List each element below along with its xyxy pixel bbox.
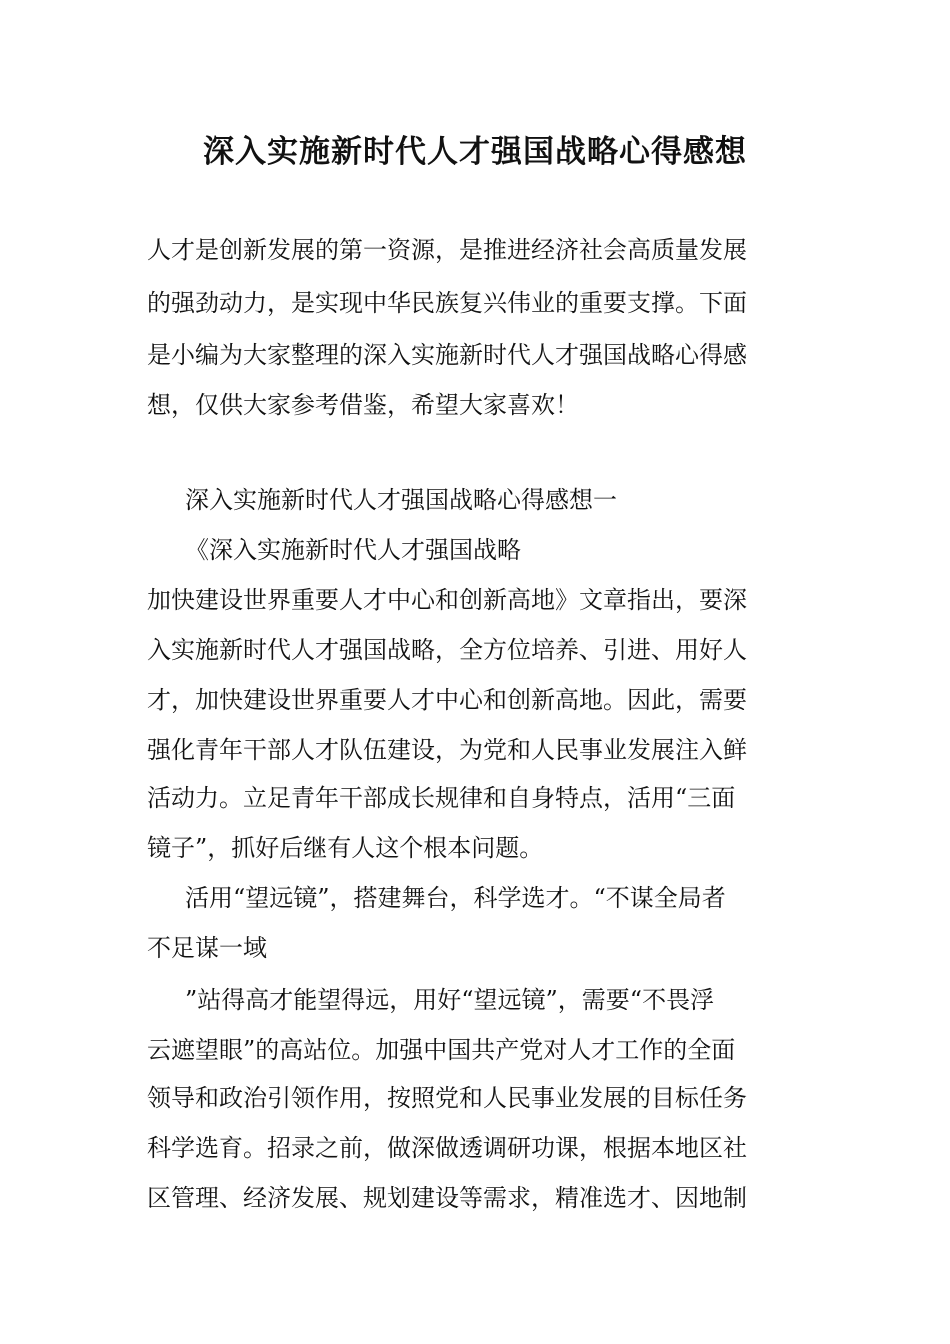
paragraph-line: 不足谋一域: [147, 934, 267, 962]
paragraph-line: 云遮望眼”的高站位。加强中国共产党对人才工作的全面: [147, 1036, 736, 1064]
paragraph-line: 加快建设世界重要人才中心和创新高地》文章指出，要深: [147, 586, 747, 614]
paragraph-line: 活动力。立足青年干部成长规律和自身特点，活用“三面: [147, 784, 736, 812]
paragraph-line: 《深入实施新时代人才强国战略: [185, 536, 521, 564]
paragraph-line: 镜子”，抓好后继有人这个根本问题。: [147, 834, 544, 862]
section-heading: 深入实施新时代人才强国战略心得感想一: [185, 486, 617, 514]
paragraph-line: 人才是创新发展的第一资源，是推进经济社会高质量发展: [147, 236, 747, 264]
paragraph-line: 强化青年干部人才队伍建设，为党和人民事业发展注入鲜: [147, 736, 747, 764]
paragraph-line: 入实施新时代人才强国战略，全方位培养、引进、用好人: [147, 636, 747, 664]
paragraph-line: 活用“望远镜”，搭建舞台，科学选才。“不谋全局者: [185, 884, 726, 912]
document-title: 深入实施新时代人才强国战略心得感想: [203, 134, 747, 170]
paragraph-line: 科学选育。招录之前，做深做透调研功课，根据本地区社: [147, 1134, 747, 1162]
paragraph-line: 领导和政治引领作用，按照党和人民事业发展的目标任务: [147, 1084, 747, 1112]
paragraph-line: 的强劲动力，是实现中华民族复兴伟业的重要支撑。下面: [147, 289, 747, 317]
paragraph-line: ”站得高才能望得远，用好“望远镜”，需要“不畏浮: [185, 986, 715, 1014]
paragraph-line: 区管理、经济发展、规划建设等需求，精准选才、因地制: [147, 1184, 747, 1212]
paragraph-line: 才，加快建设世界重要人才中心和创新高地。因此，需要: [147, 686, 747, 714]
paragraph-line: 是小编为大家整理的深入实施新时代人才强国战略心得感: [147, 341, 747, 369]
paragraph-line: 想，仅供大家参考借鉴，希望大家喜欢！: [147, 391, 579, 419]
